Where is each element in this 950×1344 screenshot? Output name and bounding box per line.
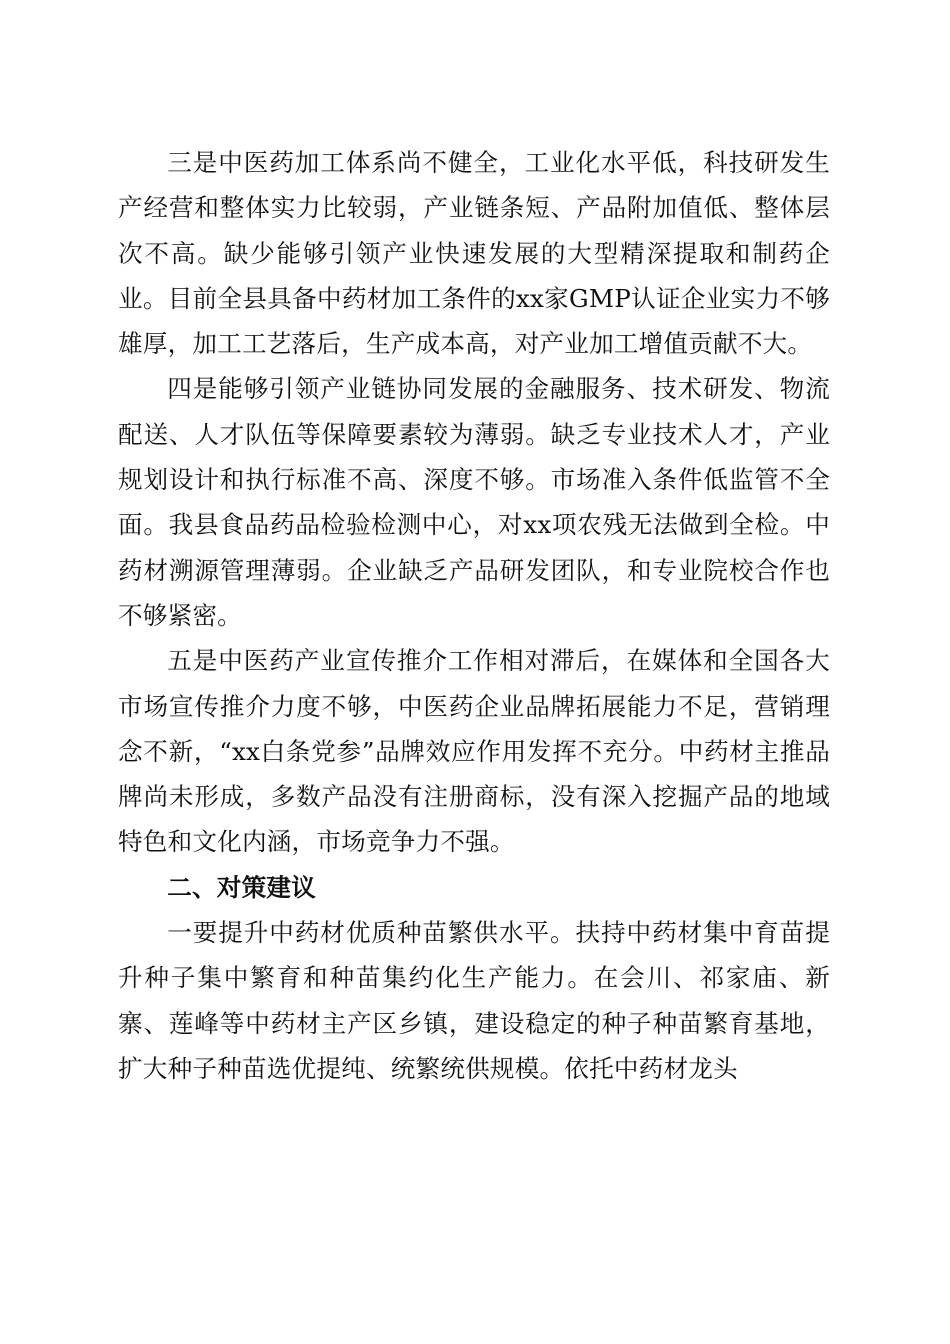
paragraph-promotion: 五是中医药产业宣传推介工作相对滞后，在媒体和全国各大市场宣传推介力度不够，中医药企业品牌拓展能力不足，营销理念不新，“xx白条党参”品牌效应作用发挥不充分。中药材主推品牌尚未形成，多数产品没有注册商标，没有深入挖掘产品的地域特色和文化内涵，市场竞争力不强。 [118, 646, 830, 857]
section-heading: 二、对策建议 [167, 872, 316, 902]
paragraph-support-factors: 四是能够引领产业链协同发展的金融服务、技术研发、物流配送、人才队伍等保障要素较为薄弱。缺乏专业技术人才，产业规划设计和执行标准不高、深度不够。市场准入条件低监管不全面。我县食品药品检验检测中心，对xx项农残无法做到全检。中药材溯源管理薄弱。企业缺乏产品研发团队，和专业院校合作也不够紧密。 [118, 374, 830, 630]
paragraph-processing-system: 三是中医药加工体系尚不健全，工业化水平低，科技研发生产经营和整体实力比较弱，产业链条短、产品附加值低、整体层次不高。缺少能够引领产业快速发展的大型精深提取和制药企业。目前全县具备中药材加工条件的xx家GMP认证企业实力不够雄厚，加工工艺落后，生产成本高，对产业加工增值贡献不大。 [118, 148, 830, 359]
document-body [118, 140, 830, 1091]
paragraph-seedling-supply: 一要提升中药材优质种苗繁供水平。扶持中药材集中育苗提升种子集中繁育和种苗集约化生产能力。在会川、祁家庙、新寨、莲峰等中药材主产区乡镇，建设稳定的种子种苗繁育基地，扩大种子种苗选优提纯、统繁统供规模。依托中药材龙头 [118, 918, 830, 1083]
